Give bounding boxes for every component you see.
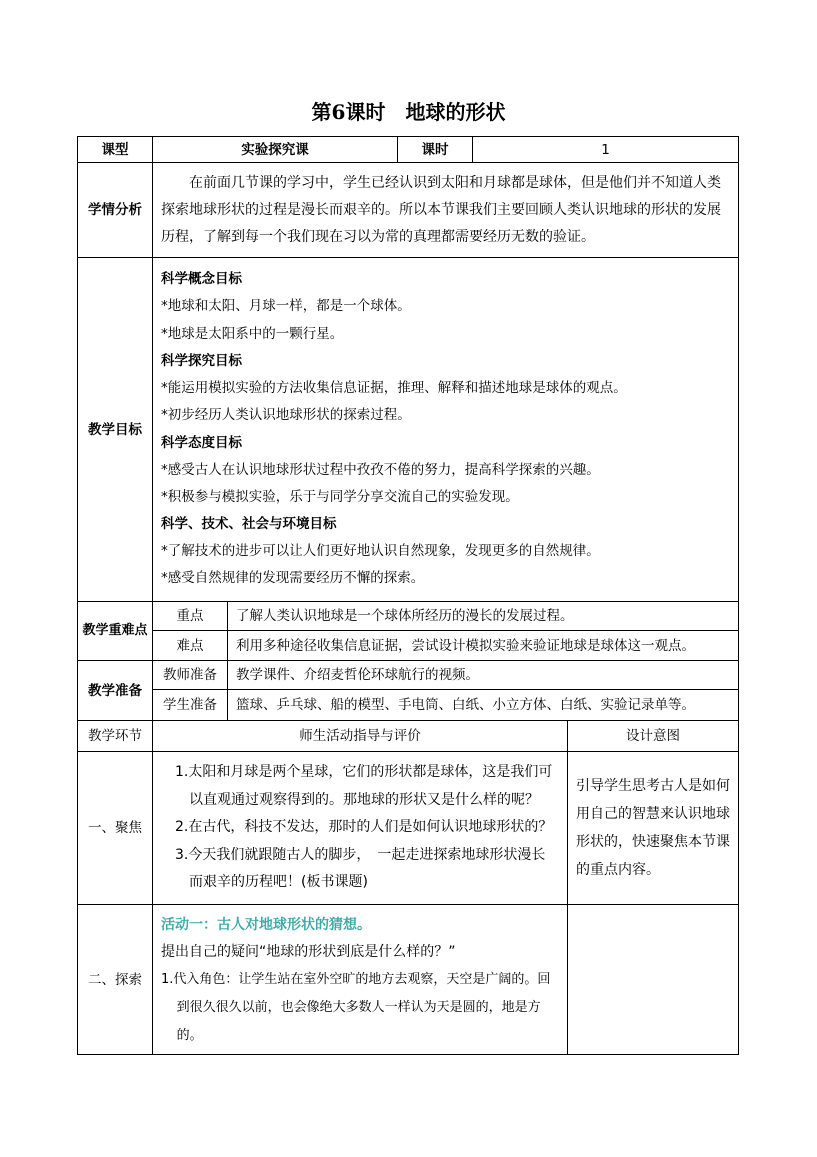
goal-item: *地球是太阳系中的一颗行星。 xyxy=(161,325,344,342)
hard-label: 难点 xyxy=(153,631,228,661)
goal-item: *感受古人在认识地球形状过程中孜孜不倦的努力，提高科学探索的兴趣。 xyxy=(161,461,600,478)
goal-item: *了解技术的进步可以让人们更好地认识自然现象，发现更多的自然规律。 xyxy=(161,543,600,560)
goal-item: *感受自然规律的发现需要经历不懈的探索。 xyxy=(161,570,425,587)
keypoints-label: 教学重难点 xyxy=(78,602,153,661)
header-row xyxy=(78,137,739,163)
key-row xyxy=(78,602,739,631)
activity-title: 活动一：古人对地球形状的猜想。 xyxy=(161,917,371,933)
goal-heading: 科学概念目标 xyxy=(161,271,242,288)
goals-row xyxy=(78,258,739,602)
focus-row xyxy=(78,752,739,905)
prep-label: 教学准备 xyxy=(78,661,153,721)
goal-item: *积极参与模拟实验，乐于与同学分享交流自己的实验发现。 xyxy=(161,488,519,505)
period-value: 1 xyxy=(473,137,739,163)
key-text: 了解人类认识地球是一个球体所经历的漫长的发展过程。 xyxy=(228,602,739,631)
list-item: 1.太阳和月球是两个星球，它们的形状都是球体，这是我们可以直观通过观察得到的。那地球的形状又是什么样的呢？ xyxy=(175,764,553,808)
process-header-row xyxy=(78,721,739,752)
teacher-prep-text: 教学课件、介绍麦哲伦环球航行的视频。 xyxy=(228,661,739,690)
hard-row xyxy=(78,631,739,661)
type-value: 实验探究课 xyxy=(153,137,398,163)
focus-content xyxy=(153,752,568,905)
goal-heading: 科学探究目标 xyxy=(161,352,242,369)
list-item: 1.代入角色：让学生站在室外空旷的地方去观察，天空是广阔的。回到很久很久以前，也会像绝大多数人一样认为天是圆的，地是方的。 xyxy=(161,972,551,1043)
analysis-text: 在前面几节课的学习中，学生已经认识到太阳和月球都是球体，但是他们并不知道人类探索地球形状的过程是漫长而艰辛的。所以本节课我们主要回顾人类认识地球的形状的发展历程，了解到每一个我们现在习以为常的真理都需要经历无数的验证。 xyxy=(153,163,739,258)
student-prep-row xyxy=(78,690,739,721)
page-title: 第6课时 地球的形状 xyxy=(311,100,506,124)
explore-row xyxy=(78,905,739,1055)
goal-item: *初步经历人类认识地球形状的探索过程。 xyxy=(161,407,411,424)
analysis-label: 学情分析 xyxy=(78,163,153,258)
focus-label: 一、聚焦 xyxy=(78,752,153,905)
student-prep-label: 学生准备 xyxy=(153,690,228,721)
goals-content xyxy=(153,258,739,602)
goal-item: *能运用模拟实验的方法收集信息证据，推理、解释和描述地球是球体的观点。 xyxy=(161,379,627,396)
explore-label: 二、探索 xyxy=(78,905,153,1055)
focus-intent: 引导学生思考古人是如何用自己的智慧来认识地球形状的，快速聚焦本节课的重点内容。 xyxy=(568,752,739,905)
lesson-plan-table xyxy=(77,136,739,1055)
explore-intent xyxy=(568,905,739,1055)
explore-content xyxy=(153,905,568,1055)
goal-item: *地球和太阳、月球一样，都是一个球体。 xyxy=(161,298,411,315)
teacher-prep-label: 教师准备 xyxy=(153,661,228,690)
student-prep-text: 篮球、乒乓球、船的模型、手电筒、白纸、小立方体、白纸、实验记录单等。 xyxy=(228,690,739,721)
teacher-prep-row xyxy=(78,661,739,690)
stage-header: 教学环节 xyxy=(78,721,153,752)
goals-label: 教学目标 xyxy=(78,258,153,602)
goal-heading: 科学态度目标 xyxy=(161,434,242,451)
list-item: 3.今天我们就跟随古人的脚步， 一起走进探索地球形状漫长而艰辛的历程吧！(板书课题) xyxy=(175,846,546,891)
hard-text: 利用多种途径收集信息证据，尝试设计模拟实验来验证地球是球体这一观点。 xyxy=(228,631,739,661)
activity-header: 师生活动指导与评价 xyxy=(153,721,568,752)
intent-header: 设计意图 xyxy=(568,721,739,752)
period-label: 课时 xyxy=(398,137,473,163)
type-label: 课型 xyxy=(78,137,153,163)
explore-question: 提出自己的疑问“地球的形状到底是什么样的？” xyxy=(161,944,456,960)
goal-heading: 科学、技术、社会与环境目标 xyxy=(161,516,337,533)
key-label: 重点 xyxy=(153,602,228,631)
analysis-row xyxy=(78,163,739,258)
list-item: 2.在古代，科技不发达，那时的人们是如何认识地球形状的？ xyxy=(175,819,553,836)
